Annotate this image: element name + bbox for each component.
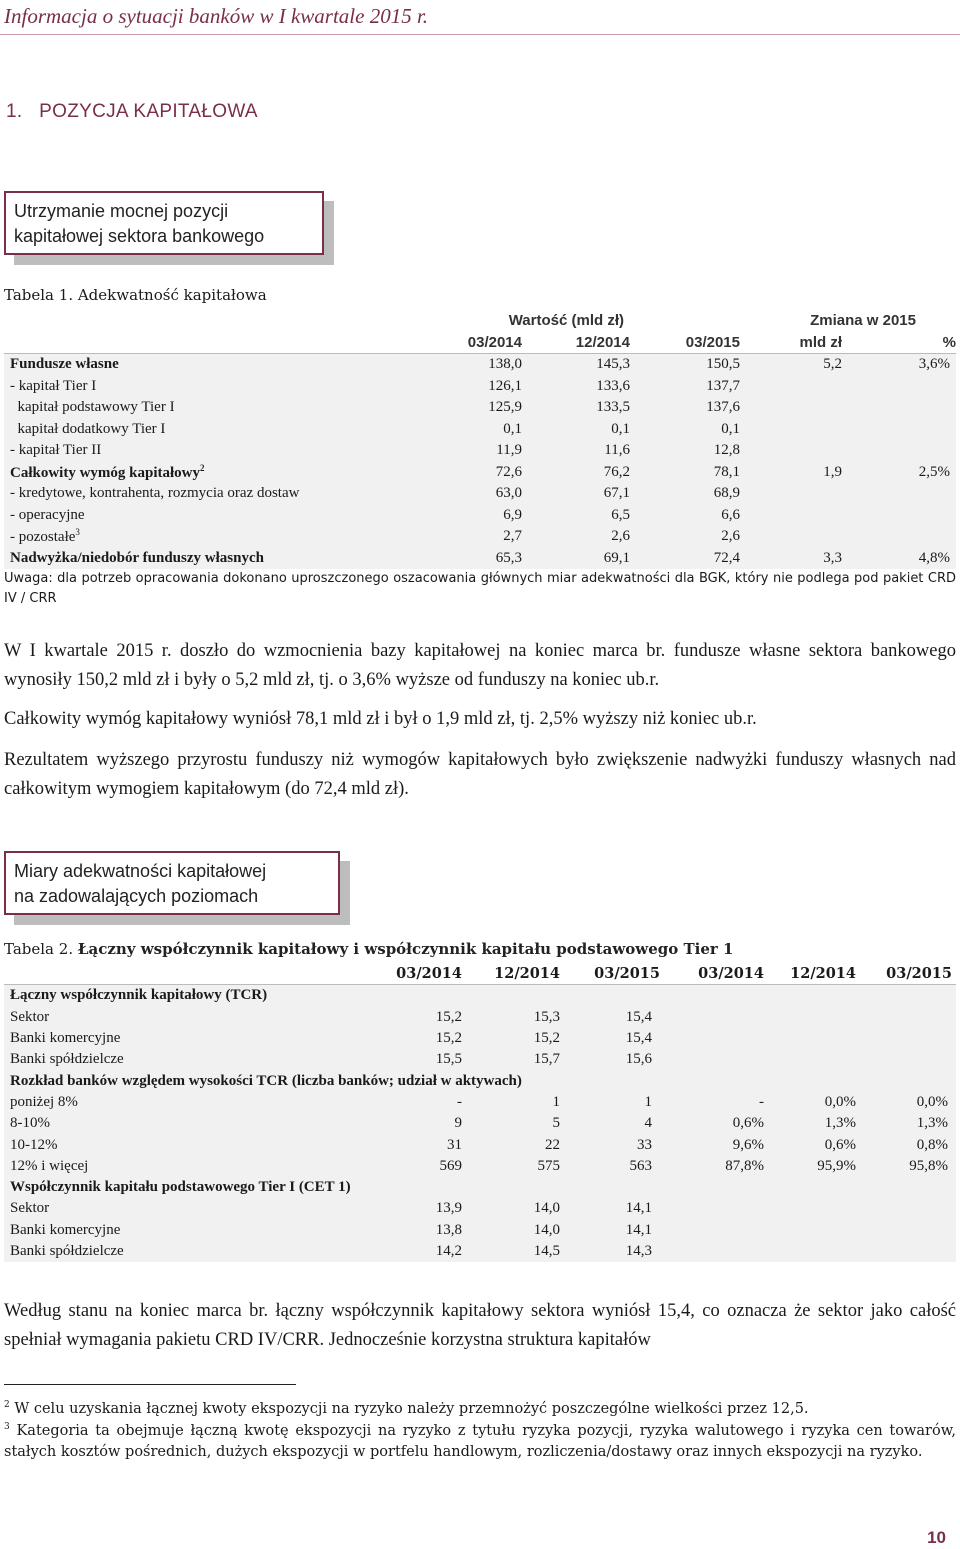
row-label-text: Całkowity wymóg kapitałowy bbox=[10, 464, 201, 481]
value-cell bbox=[856, 1220, 956, 1241]
row-label bbox=[4, 419, 404, 441]
footnote-ref: 2 bbox=[200, 462, 205, 473]
value-cell: 13,8 bbox=[362, 1220, 462, 1241]
header-col: 03/2015 bbox=[560, 963, 660, 985]
value-cell: 145,3 bbox=[522, 354, 630, 376]
value-cell: 78,1 bbox=[630, 462, 740, 484]
table1-note: Uwaga: dla potrzeb opracowania dokonano uproszczonego oszacowania głównych miar adekwatności dla BGK, który nie podlega pod pakiet CRD IV / CRR bbox=[4, 571, 956, 606]
row-label bbox=[4, 354, 404, 376]
value-cell bbox=[856, 1007, 956, 1028]
value-cell bbox=[856, 1198, 956, 1219]
value-cell: 0,0% bbox=[856, 1092, 956, 1113]
value-cell: 1,3% bbox=[856, 1113, 956, 1134]
value-cell: 68,9 bbox=[630, 483, 740, 505]
value-cell bbox=[856, 1028, 956, 1049]
table-row bbox=[4, 354, 956, 376]
value-cell: 4,8% bbox=[842, 548, 956, 570]
value-cell bbox=[660, 1028, 764, 1049]
row-label bbox=[4, 397, 404, 419]
value-cell: 95,9% bbox=[764, 1156, 856, 1177]
footnote-number: 2 bbox=[4, 1400, 10, 1410]
table-row bbox=[4, 1220, 956, 1241]
table2-caption bbox=[4, 940, 733, 958]
page-number: 10 bbox=[927, 1528, 946, 1547]
value-cell: 76,2 bbox=[522, 462, 630, 484]
value-cell: 33 bbox=[560, 1134, 660, 1155]
header-group-change: Zmiana w 2015 bbox=[810, 312, 916, 330]
header-group-value: Wartość (mld zł) bbox=[508, 312, 624, 330]
value-cell: 0,1 bbox=[404, 419, 522, 441]
callout-line: na zadowalających poziomach bbox=[14, 886, 259, 906]
header-col: mld zł bbox=[740, 332, 842, 354]
table-row bbox=[4, 440, 956, 462]
value-cell bbox=[856, 1049, 956, 1070]
paragraph: Według stanu na koniec marca br. łączny współczynnik kapitałowy sektora wyniósł 15,4, co oznacza że sektor jako całość spełniał wymagania pakietu CRD IV/CRR. Jednocześnie korzystna struktura kapitałów bbox=[4, 1301, 956, 1350]
value-cell: 95,8% bbox=[856, 1156, 956, 1177]
value-cell: 15,4 bbox=[560, 1007, 660, 1028]
value-cell: 72,6 bbox=[404, 462, 522, 484]
value-cell: 137,7 bbox=[630, 376, 740, 398]
header-col: 12/2014 bbox=[462, 963, 560, 985]
header-cell bbox=[4, 963, 362, 985]
value-cell: 3,3 bbox=[740, 548, 842, 570]
header-col: 03/2014 bbox=[404, 332, 522, 354]
row-label: 12% i więcej bbox=[4, 1156, 362, 1177]
running-header: Informacja o sytuacji banków w I kwartale 2015 r. bbox=[4, 4, 429, 28]
value-cell: 3,6% bbox=[842, 354, 956, 376]
value-cell bbox=[660, 1007, 764, 1028]
value-cell: 6,6 bbox=[630, 505, 740, 527]
value-cell bbox=[740, 440, 842, 462]
group-label: Łączny współczynnik kapitałowy (TCR) bbox=[4, 985, 956, 1007]
value-cell bbox=[764, 1241, 856, 1262]
value-cell: 569 bbox=[362, 1156, 462, 1177]
value-cell: 0,0% bbox=[764, 1092, 856, 1113]
value-cell: 15,6 bbox=[560, 1049, 660, 1070]
callout-line: Utrzymanie mocnej pozycji bbox=[14, 201, 229, 221]
value-cell bbox=[842, 419, 956, 441]
header-cell bbox=[630, 310, 740, 332]
value-cell: 11,6 bbox=[522, 440, 630, 462]
footnote-text: Kategoria ta obejmuje łączną kwotę ekspozycji na ryzyko z tytułu ryzyka pozycji, ryzyka walutowego i ryzyka cen towarów, stałych kosztów pośrednich, dużych ekspozycji w portfelu handlowym, rozliczenia/dostawy oraz innych ekspozycji na ryzyko. bbox=[4, 1422, 956, 1461]
value-cell bbox=[740, 419, 842, 441]
table-row bbox=[4, 1134, 956, 1155]
value-cell bbox=[764, 1007, 856, 1028]
value-cell: 1,3% bbox=[764, 1113, 856, 1134]
value-cell bbox=[660, 1241, 764, 1262]
table-row bbox=[4, 1241, 956, 1262]
table-body bbox=[4, 985, 956, 1262]
value-cell: 31 bbox=[362, 1134, 462, 1155]
row-label-text: kapitał podstawowy Tier I bbox=[10, 399, 175, 416]
value-cell: 15,2 bbox=[362, 1007, 462, 1028]
value-cell: 1,9 bbox=[740, 462, 842, 484]
value-cell: 15,4 bbox=[560, 1028, 660, 1049]
value-cell bbox=[842, 376, 956, 398]
row-label bbox=[4, 505, 404, 527]
value-cell: 14,5 bbox=[462, 1241, 560, 1262]
value-cell bbox=[842, 397, 956, 419]
value-cell: 2,5% bbox=[842, 462, 956, 484]
row-label bbox=[4, 462, 404, 484]
value-cell: 2,6 bbox=[522, 526, 630, 548]
value-cell: - bbox=[660, 1092, 764, 1113]
group-row bbox=[4, 1070, 956, 1091]
value-cell: 63,0 bbox=[404, 483, 522, 505]
row-label: Banki spółdzielcze bbox=[4, 1049, 362, 1070]
group-row bbox=[4, 1177, 956, 1198]
value-cell bbox=[740, 526, 842, 548]
table-row bbox=[4, 462, 956, 484]
value-cell: 0,8% bbox=[856, 1134, 956, 1155]
table-row bbox=[4, 1198, 956, 1219]
section-title: 1. POZYCJA KAPITAŁOWA bbox=[6, 101, 258, 122]
value-cell bbox=[764, 1198, 856, 1219]
value-cell: 150,5 bbox=[630, 354, 740, 376]
value-cell bbox=[764, 1220, 856, 1241]
table-body bbox=[4, 354, 956, 570]
value-cell: 69,1 bbox=[522, 548, 630, 570]
value-cell: 9 bbox=[362, 1113, 462, 1134]
capital-adequacy-table bbox=[4, 310, 956, 569]
value-cell: 0,6% bbox=[660, 1113, 764, 1134]
footnote-rule bbox=[4, 1384, 296, 1385]
header-col: 03/2014 bbox=[660, 963, 764, 985]
row-label: poniżej 8% bbox=[4, 1092, 362, 1113]
value-cell bbox=[740, 397, 842, 419]
value-cell bbox=[660, 1049, 764, 1070]
value-cell: 0,1 bbox=[522, 419, 630, 441]
paragraph: Całkowity wymóg kapitałowy wyniósł 78,1 mld zł i był o 1,9 mld zł, tj. 2,5% wyższy niż koniec ub.r. bbox=[4, 709, 757, 729]
value-cell: 5,2 bbox=[740, 354, 842, 376]
paragraph: Rezultatem wyższego przyrostu funduszy niż wymogów kapitałowych było zwiększenie nadwyżki funduszy własnych nad całkowitym wymogiem kapitałowym (do 72,4 mld zł). bbox=[4, 750, 956, 799]
table-row bbox=[4, 376, 956, 398]
group-label: Rozkład banków względem wysokości TCR (liczba banków; udział w aktywach) bbox=[4, 1070, 956, 1091]
value-cell: 0,6% bbox=[764, 1134, 856, 1155]
value-cell: 563 bbox=[560, 1156, 660, 1177]
value-cell bbox=[842, 505, 956, 527]
footnote-3 bbox=[4, 1417, 956, 1464]
table-row bbox=[4, 548, 956, 570]
value-cell: 65,3 bbox=[404, 548, 522, 570]
value-cell bbox=[842, 526, 956, 548]
row-label: 8-10% bbox=[4, 1113, 362, 1134]
value-cell: 6,9 bbox=[404, 505, 522, 527]
callout-box-capital-position bbox=[4, 191, 324, 255]
value-cell: 15,2 bbox=[462, 1028, 560, 1049]
row-label: Sektor bbox=[4, 1198, 362, 1219]
value-cell: 13,9 bbox=[362, 1198, 462, 1219]
value-cell: 2,7 bbox=[404, 526, 522, 548]
row-label bbox=[4, 483, 404, 505]
table-row bbox=[4, 1113, 956, 1134]
value-cell: 0,1 bbox=[630, 419, 740, 441]
value-cell: 11,9 bbox=[404, 440, 522, 462]
group-label: Współczynnik kapitału podstawowego Tier I (CET 1) bbox=[4, 1177, 956, 1198]
value-cell: 133,6 bbox=[522, 376, 630, 398]
value-cell: 14,1 bbox=[560, 1220, 660, 1241]
table-row bbox=[4, 1049, 956, 1070]
value-cell: 14,2 bbox=[362, 1241, 462, 1262]
value-cell: 125,9 bbox=[404, 397, 522, 419]
header-col: 03/2014 bbox=[362, 963, 462, 985]
row-label: Banki spółdzielcze bbox=[4, 1241, 362, 1262]
footnote-text: W celu uzyskania łącznej kwoty ekspozycji na ryzyko należy przemnożyć poszczególne wielkości przez 12,5. bbox=[9, 1400, 809, 1417]
table-row bbox=[4, 483, 956, 505]
value-cell: 1 bbox=[560, 1092, 660, 1113]
table-header-row bbox=[4, 310, 956, 332]
value-cell bbox=[856, 1241, 956, 1262]
table-row bbox=[4, 1028, 956, 1049]
table2-caption-prefix: Tabela 2. bbox=[4, 940, 78, 958]
row-label bbox=[4, 548, 404, 570]
value-cell: 9,6% bbox=[660, 1134, 764, 1155]
value-cell: 126,1 bbox=[404, 376, 522, 398]
header-col: % bbox=[842, 332, 956, 354]
callout-line: Miary adekwatności kapitałowej bbox=[14, 861, 267, 881]
header-cell bbox=[4, 310, 404, 332]
row-label-text: kapitał dodatkowy Tier I bbox=[10, 420, 166, 437]
value-cell: 15,2 bbox=[362, 1028, 462, 1049]
value-cell: 87,8% bbox=[660, 1156, 764, 1177]
capital-ratio-table bbox=[4, 963, 956, 1262]
value-cell bbox=[842, 440, 956, 462]
table1-caption: Tabela 1. Adekwatność kapitałowa bbox=[4, 286, 267, 304]
value-cell: 14,1 bbox=[560, 1198, 660, 1219]
row-label: 10-12% bbox=[4, 1134, 362, 1155]
value-cell: 5 bbox=[462, 1113, 560, 1134]
header-rule bbox=[0, 34, 960, 35]
table-header-row bbox=[4, 963, 956, 985]
value-cell: 14,0 bbox=[462, 1198, 560, 1219]
header-col: 03/2015 bbox=[856, 963, 956, 985]
value-cell: 137,6 bbox=[630, 397, 740, 419]
value-cell: 14,3 bbox=[560, 1241, 660, 1262]
group-row bbox=[4, 985, 956, 1007]
footnote-ref: 3 bbox=[75, 527, 80, 538]
value-cell: 2,6 bbox=[630, 526, 740, 548]
value-cell bbox=[740, 376, 842, 398]
value-cell: 138,0 bbox=[404, 354, 522, 376]
value-cell: 15,5 bbox=[362, 1049, 462, 1070]
table2-caption-title: Łączny współczynnik kapitałowy i współczynnik kapitału podstawowego Tier 1 bbox=[77, 940, 734, 958]
value-cell bbox=[764, 1049, 856, 1070]
row-label: Banki komercyjne bbox=[4, 1220, 362, 1241]
value-cell: 22 bbox=[462, 1134, 560, 1155]
value-cell bbox=[740, 505, 842, 527]
header-col: 12/2014 bbox=[764, 963, 856, 985]
value-cell bbox=[660, 1220, 764, 1241]
callout-box-adequacy-measures bbox=[4, 851, 340, 915]
header-col: 12/2014 bbox=[522, 332, 630, 354]
table-row bbox=[4, 397, 956, 419]
value-cell: 1 bbox=[462, 1092, 560, 1113]
table-row bbox=[4, 1156, 956, 1177]
table-row bbox=[4, 1007, 956, 1028]
row-label-text: - kredytowe, kontrahenta, rozmycia oraz dostaw bbox=[10, 485, 300, 502]
row-label-text: Fundusze własne bbox=[10, 356, 119, 373]
value-cell bbox=[740, 483, 842, 505]
value-cell: 14,0 bbox=[462, 1220, 560, 1241]
value-cell: 15,7 bbox=[462, 1049, 560, 1070]
row-label bbox=[4, 440, 404, 462]
value-cell: - bbox=[362, 1092, 462, 1113]
table-row bbox=[4, 419, 956, 441]
value-cell: 72,4 bbox=[630, 548, 740, 570]
row-label-text: Nadwyżka/niedobór funduszy własnych bbox=[10, 549, 264, 566]
value-cell: 4 bbox=[560, 1113, 660, 1134]
table-header-row bbox=[4, 332, 956, 354]
row-label-text: - kapitał Tier II bbox=[10, 442, 102, 459]
paragraph: W I kwartale 2015 r. doszło do wzmocnienia bazy kapitałowej na koniec marca br. fundusze własne sektora bankowego wynosiły 150,2 mld zł i były o 5,2 mld zł, tj. o 3,6% wyższe od funduszy na koniec ub.r. bbox=[4, 641, 956, 690]
value-cell bbox=[842, 483, 956, 505]
value-cell: 12,8 bbox=[630, 440, 740, 462]
callout-line: kapitałowej sektora bankowego bbox=[14, 226, 265, 246]
table-row bbox=[4, 1092, 956, 1113]
value-cell: 575 bbox=[462, 1156, 560, 1177]
row-label: Sektor bbox=[4, 1007, 362, 1028]
footnote-number: 3 bbox=[4, 1422, 10, 1432]
header-col: 03/2015 bbox=[630, 332, 740, 354]
row-label-text: - kapitał Tier I bbox=[10, 377, 97, 394]
table-row bbox=[4, 526, 956, 548]
value-cell bbox=[660, 1198, 764, 1219]
value-cell bbox=[764, 1028, 856, 1049]
value-cell: 15,3 bbox=[462, 1007, 560, 1028]
value-cell: 133,5 bbox=[522, 397, 630, 419]
row-label-text: - pozostałe bbox=[10, 529, 76, 546]
value-cell: 6,5 bbox=[522, 505, 630, 527]
row-label-text: - operacyjne bbox=[10, 506, 85, 523]
row-label bbox=[4, 526, 404, 548]
row-label bbox=[4, 376, 404, 398]
table-row bbox=[4, 505, 956, 527]
value-cell: 67,1 bbox=[522, 483, 630, 505]
header-cell bbox=[4, 332, 404, 354]
row-label: Banki komercyjne bbox=[4, 1028, 362, 1049]
